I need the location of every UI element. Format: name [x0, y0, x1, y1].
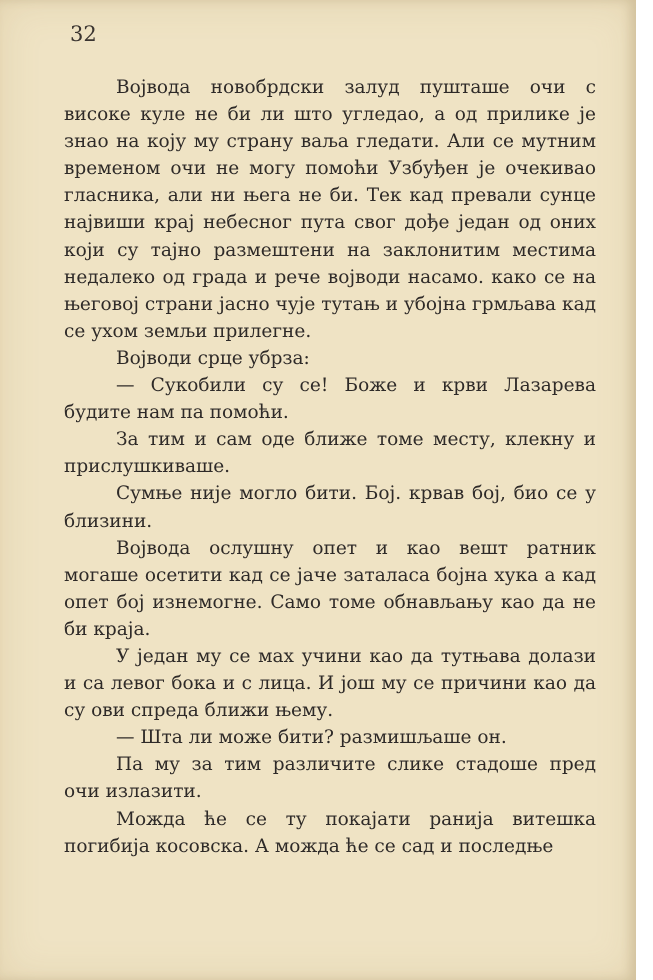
page-number: 32 — [70, 22, 97, 46]
paragraph: — Сукобили су се! Боже и крви Лазарева будите нам па помоћи. — [64, 375, 596, 424]
body-text — [64, 74, 596, 860]
paragraph: Па му за тим различите слике стадоше пред очи излазити. — [64, 754, 596, 803]
paragraph: — Шта ли може бити? размишљаше он. — [116, 727, 507, 749]
paragraph: Сумње није могло бити. Бој. крвав бој, био се у близини. — [64, 483, 596, 532]
paragraph: Војвода ослушну опет и као вешт ратник могаше осетити кад се јаче заталаса бојна хука а кад опет бој изнемогне. Само томе обнављању као да не би краја. — [64, 537, 596, 640]
paragraph: Војводи срце убрза: — [116, 347, 310, 369]
paragraph: У један му се мах учини као да тутњава долази и са левог бока и с лица. И још му се причини као да су ови спреда ближи њему. — [64, 645, 596, 722]
paragraph: За тим и сам оде ближе томе месту, клекну и прислушкиваше. — [64, 429, 596, 478]
paragraph: Можда ће се ту покајати ранија витешка погибија косовска. А можда ће се сад и последње — [64, 808, 596, 857]
paragraph: Војвода новобрдски залуд пушташе очи с високе куле не би ли што угледао, а од прилике је знао на коју му страну ваља гледати. Али се мутним временом очи не могу помоћи Узбуђен је очекивао гласника, али ни њега не би. Тек кад превали сунце највиши крај небесног пута свог дође један од оних који су тајно размештени на заклонитим местима недалеко од града и рече војводи насамо. како се на његовој страни јасно чује тутањ и убојна грмљава кад се ухом земљи прилегне. — [64, 77, 596, 342]
